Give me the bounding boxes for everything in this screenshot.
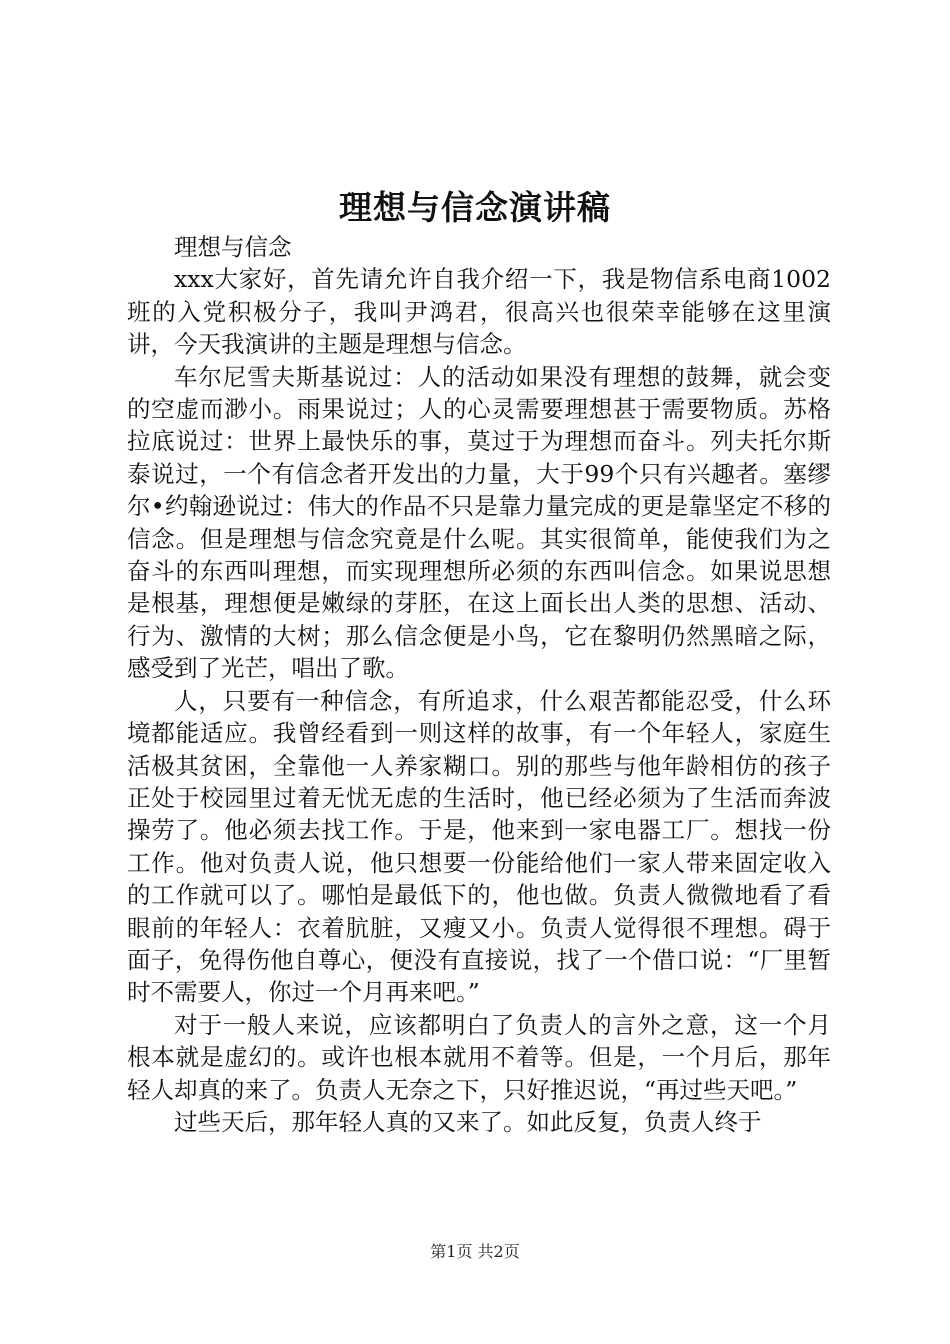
paragraph: 车尔尼雪夫斯基说过：人的活动如果没有理想的鼓舞，就会变的空虚而渺小。雨果说过；人的心灵需要理想甚于需要物质。苏格拉底说过：世界上最快乐的事，莫过于为理想而奋斗。列夫托尔斯泰说过，一个有信念者开发出的力量，大于99个只有兴趣者。塞缪尔•约翰逊说过：伟大的作品不只是靠力量完成的更是靠坚定不移的信念。但是理想与信念究竟是什么呢。其实很简单，能使我们为之奋斗的东西叫理想，而实现理想所必须的东西叫信念。如果说思想是根基，理想便是嫩绿的芽胚，在这上面长出人类的思想、活动、行为、激情的大树；那么信念便是小鸟，它在黎明仍然黑暗之际，感受到了光芒，唱出了歌。 [127, 362, 831, 683]
paragraph: xxx大家好，首先请允许自我介绍一下，我是物信系电商1002班的入党积极分子，我叫尹鸿君，很高兴也很荣幸能够在这里演讲，今天我演讲的主题是理想与信念。 [127, 265, 831, 359]
document-title: 理想与信念演讲稿 [339, 188, 611, 227]
paragraph: 过些天后，那年轻人真的又来了。如此反复，负责人终于 [174, 1107, 762, 1136]
paragraph: 对于一般人来说，应该都明白了负责人的言外之意，这一个月根本就是虚幻的。或许也根本就用不着等。但是，一个月后，那年轻人却真的来了。负责人无奈之下，只好推迟说，“再过些天吧。” [127, 1010, 831, 1104]
document-body [127, 231, 831, 1138]
page-footer: 第1页 共2页 [430, 1242, 520, 1261]
paragraph: 理想与信念 [174, 233, 292, 261]
paragraph: 人，只要有一种信念，有所追求，什么艰苦都能忍受，什么环境都能适应。我曾经看到一则这样的故事，有一个年轻人，家庭生活极其贫困，全靠他一人养家糊口。别的那些与他年龄相仿的孩子正处于校园里过着无忧无虑的生活时，他已经必须为了生活而奔波操劳了。他必须去找工作。于是，他来到一家电器工厂。想找一份工作。他对负责人说，他只想要一份能给他们一家人带来固定收入的工作就可以了。哪怕是最低下的，他也做。负责人微微地看了看眼前的年轻人：衣着肮脏，又瘦又小。负责人觉得很不理想。碍于面子，免得伤他自尊心，便没有直接说，找了一个借口说：“厂里暂时不需要人，你过一个月再来吧。” [127, 686, 831, 1007]
